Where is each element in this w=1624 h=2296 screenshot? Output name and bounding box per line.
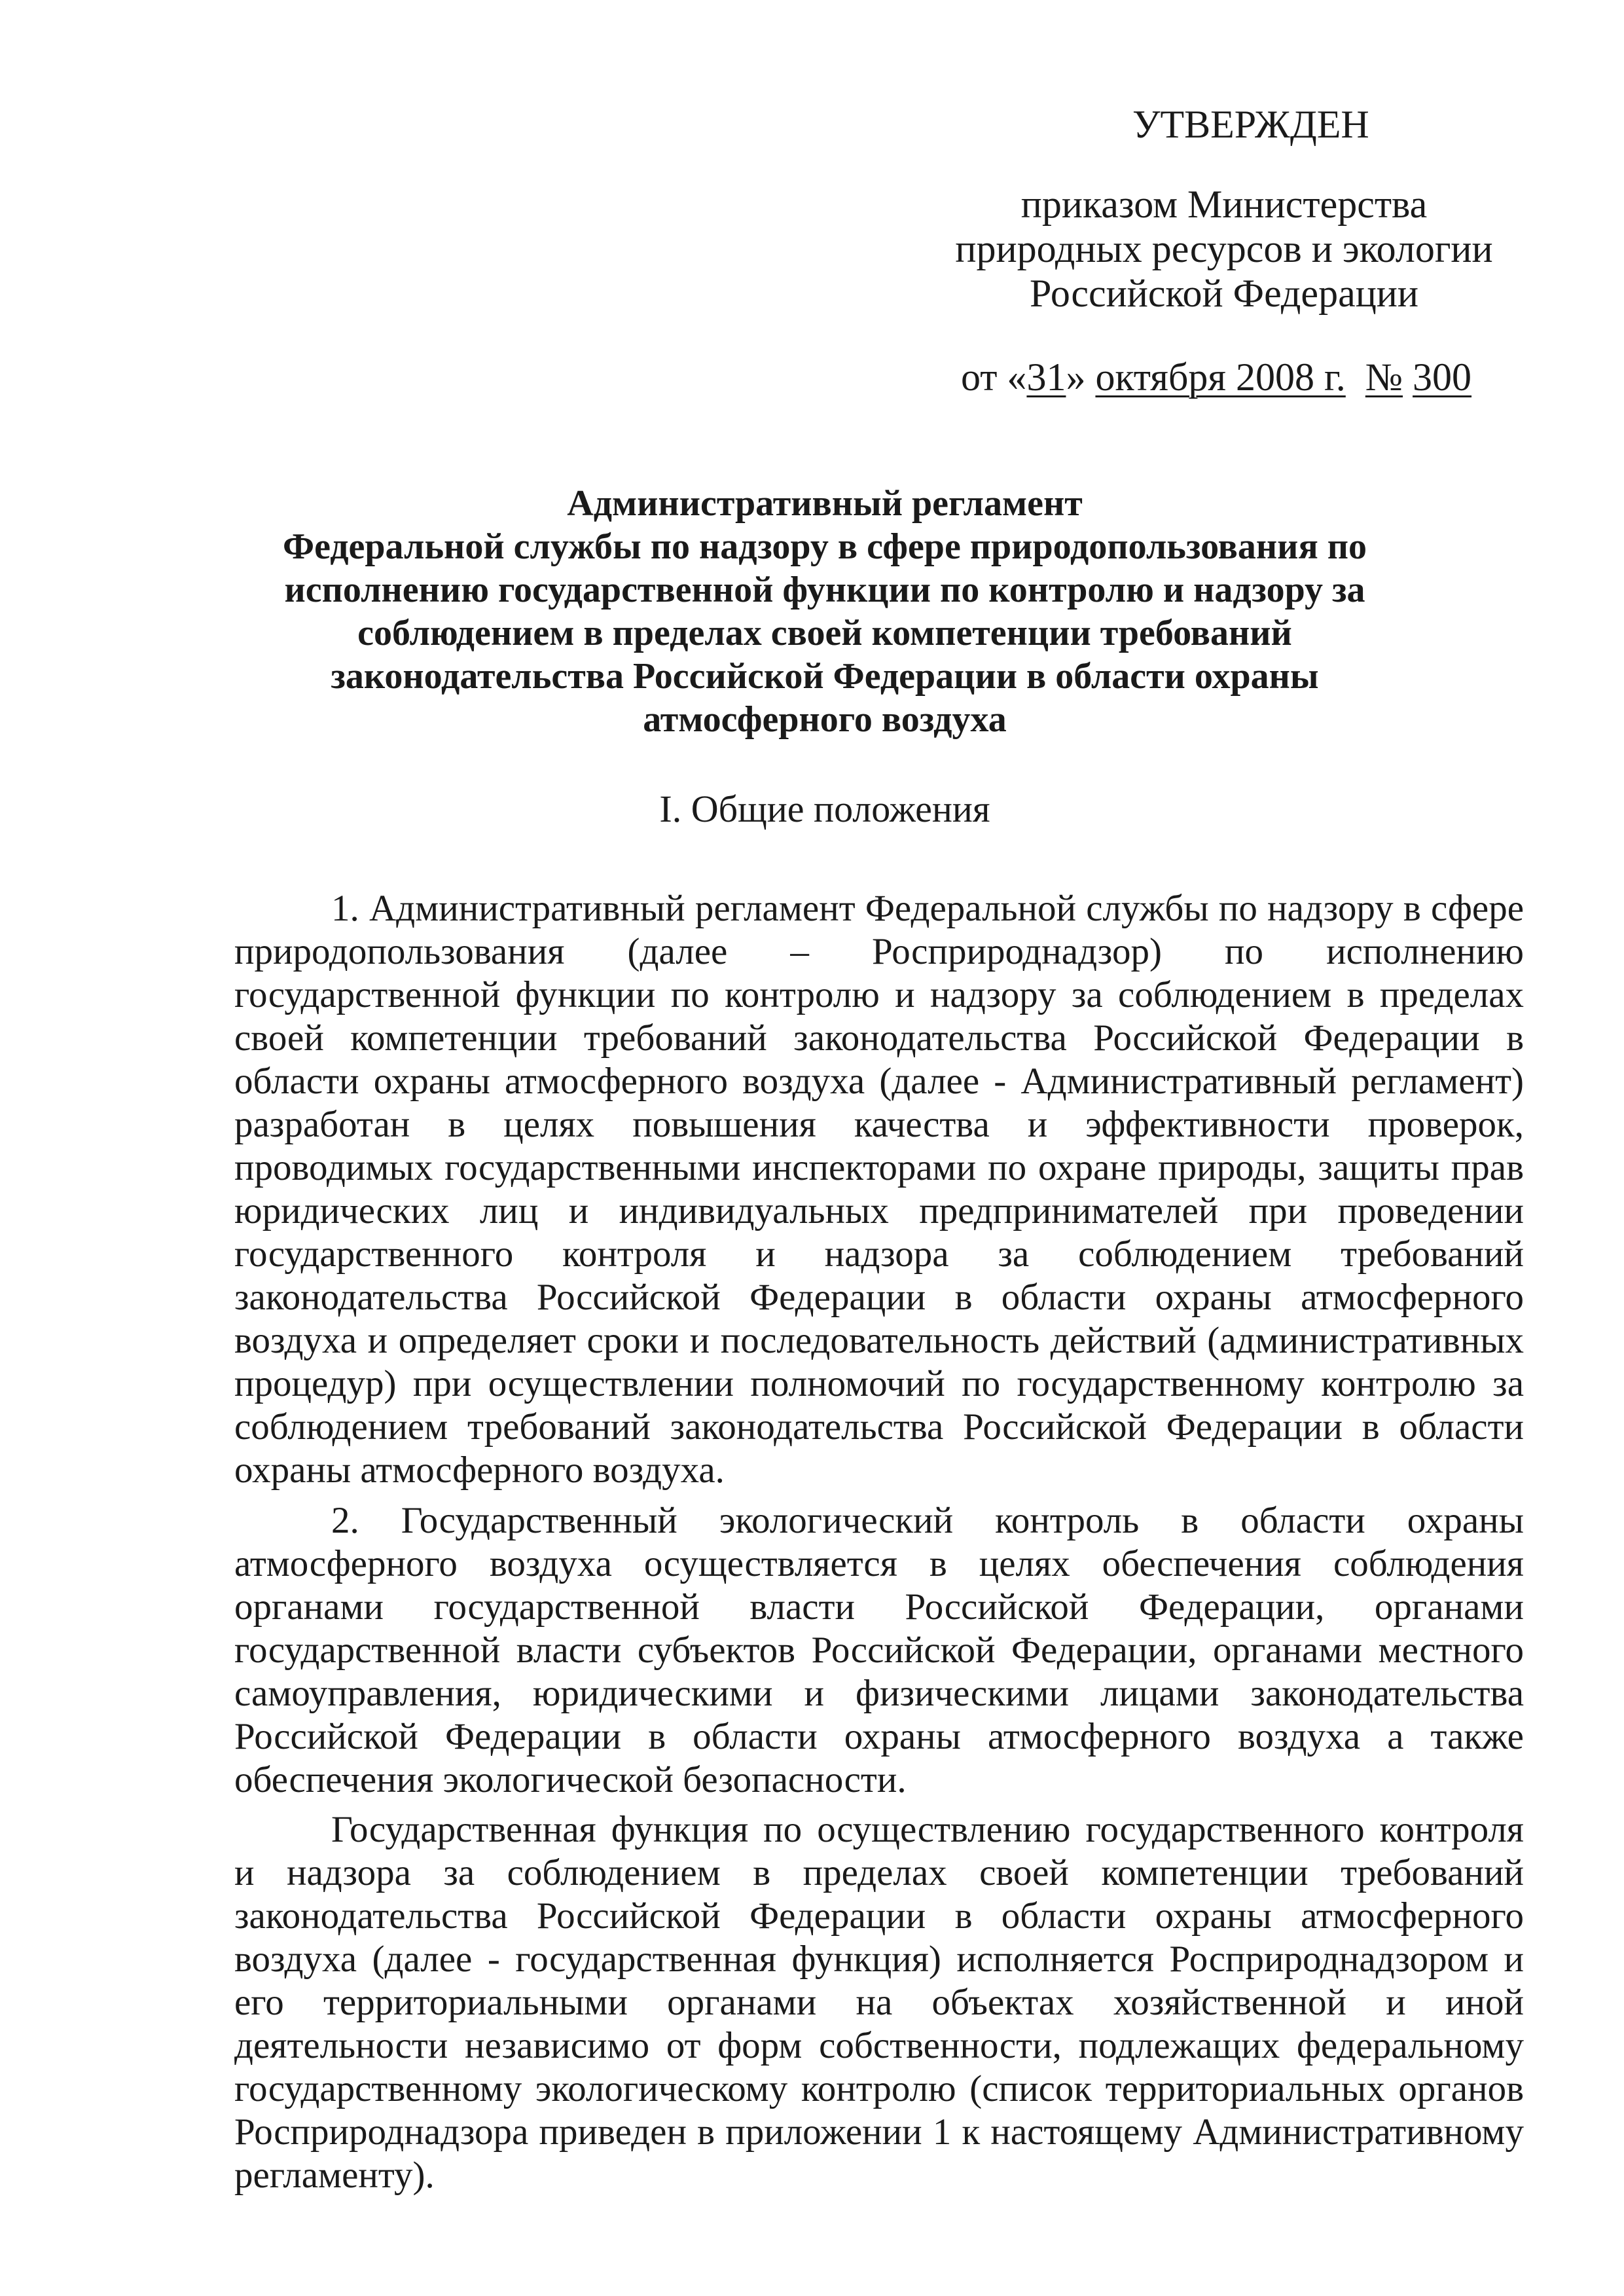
paragraph-3: Государственная функция по осуществлению государственного контроля и надзора за соблюдением в пределах своей компетенции требований законодательства Российской Федерации в области охраны атмосферного воздуха (далее - государственная функция) исполняется Росприроднадзором и его территориальными органами на объектах хозяйственной и иной деятельности независимо от форм собственности, подлежащих федеральному государственному экологическому контролю (список территориальных органов Росприроднадзора приведен в приложении 1 к настоящему Административному регламенту).	[234, 1809, 1524, 2196]
title-line: Федеральной службы по надзору в сфере природопользования по	[282, 526, 1367, 567]
title-line: соблюдением в пределах своей компетенции требований	[357, 613, 1292, 653]
title-line: атмосферного воздуха	[643, 699, 1007, 740]
approval-line: природных ресурсов и экологии	[955, 227, 1493, 270]
approval-line: приказом Министерства	[1020, 183, 1428, 226]
approval-line: Российской Федерации	[1029, 272, 1419, 315]
paragraph-1: 1. Административный регламент Федеральной службы по надзору в сфере природопользования (далее – Росприроднадзор) по исполнению государственной функции по контролю и надзору за соблюдением в пределах своей компетенции требований законодательства Российской Федерации в области охраны атмосферного воздуха (далее - Административный регламент) разработан в целях повышения качества и эффективности проверок, проводимых государственными инспекторами по охране природы, защиты прав юридических лиц и индивидуальных предпринимателей при проведении государственного контроля и надзора за соблюдением требований законодательства Российской Федерации в области охраны атмосферного воздуха и определяет сроки и последовательность действий (административных процедур) при осуществлении полномочий по государственному контролю за соблюдением требований законодательства Российской Федерации в области охраны атмосферного воздуха.	[234, 888, 1524, 1491]
title-line: Административный регламент	[567, 483, 1083, 524]
order-mid: »	[1066, 355, 1096, 399]
approval-heading: УТВЕРЖДЕН	[1132, 103, 1369, 146]
title-line: законодательства Российской Федерации в области охраны	[331, 656, 1319, 697]
order-month-year: октября 2008 г.	[1095, 355, 1346, 399]
order-prefix: от «	[961, 355, 1027, 399]
title-line: исполнению государственной функции по контролю и надзору за	[284, 570, 1365, 610]
order-number-label: №	[1365, 355, 1403, 399]
document-title	[196, 482, 1453, 741]
approval-block	[929, 182, 1519, 316]
section-heading: I. Общие положения	[659, 788, 990, 830]
paragraph-2: 2. Государственный экологический контроль в области охраны атмосферного воздуха осуществляется в целях обеспечения соблюдения органами государственной власти Российской Федерации, органами государственной власти субъектов Российской Федерации, органами местного самоуправления, юридическими и физическими лицами законодательства Российской Федерации в области охраны атмосферного воздуха а также обеспечения экологической безопасности.	[234, 1500, 1524, 1800]
order-date-number	[961, 351, 1471, 403]
order-number: 300	[1413, 355, 1472, 399]
order-day: 31	[1026, 355, 1066, 399]
